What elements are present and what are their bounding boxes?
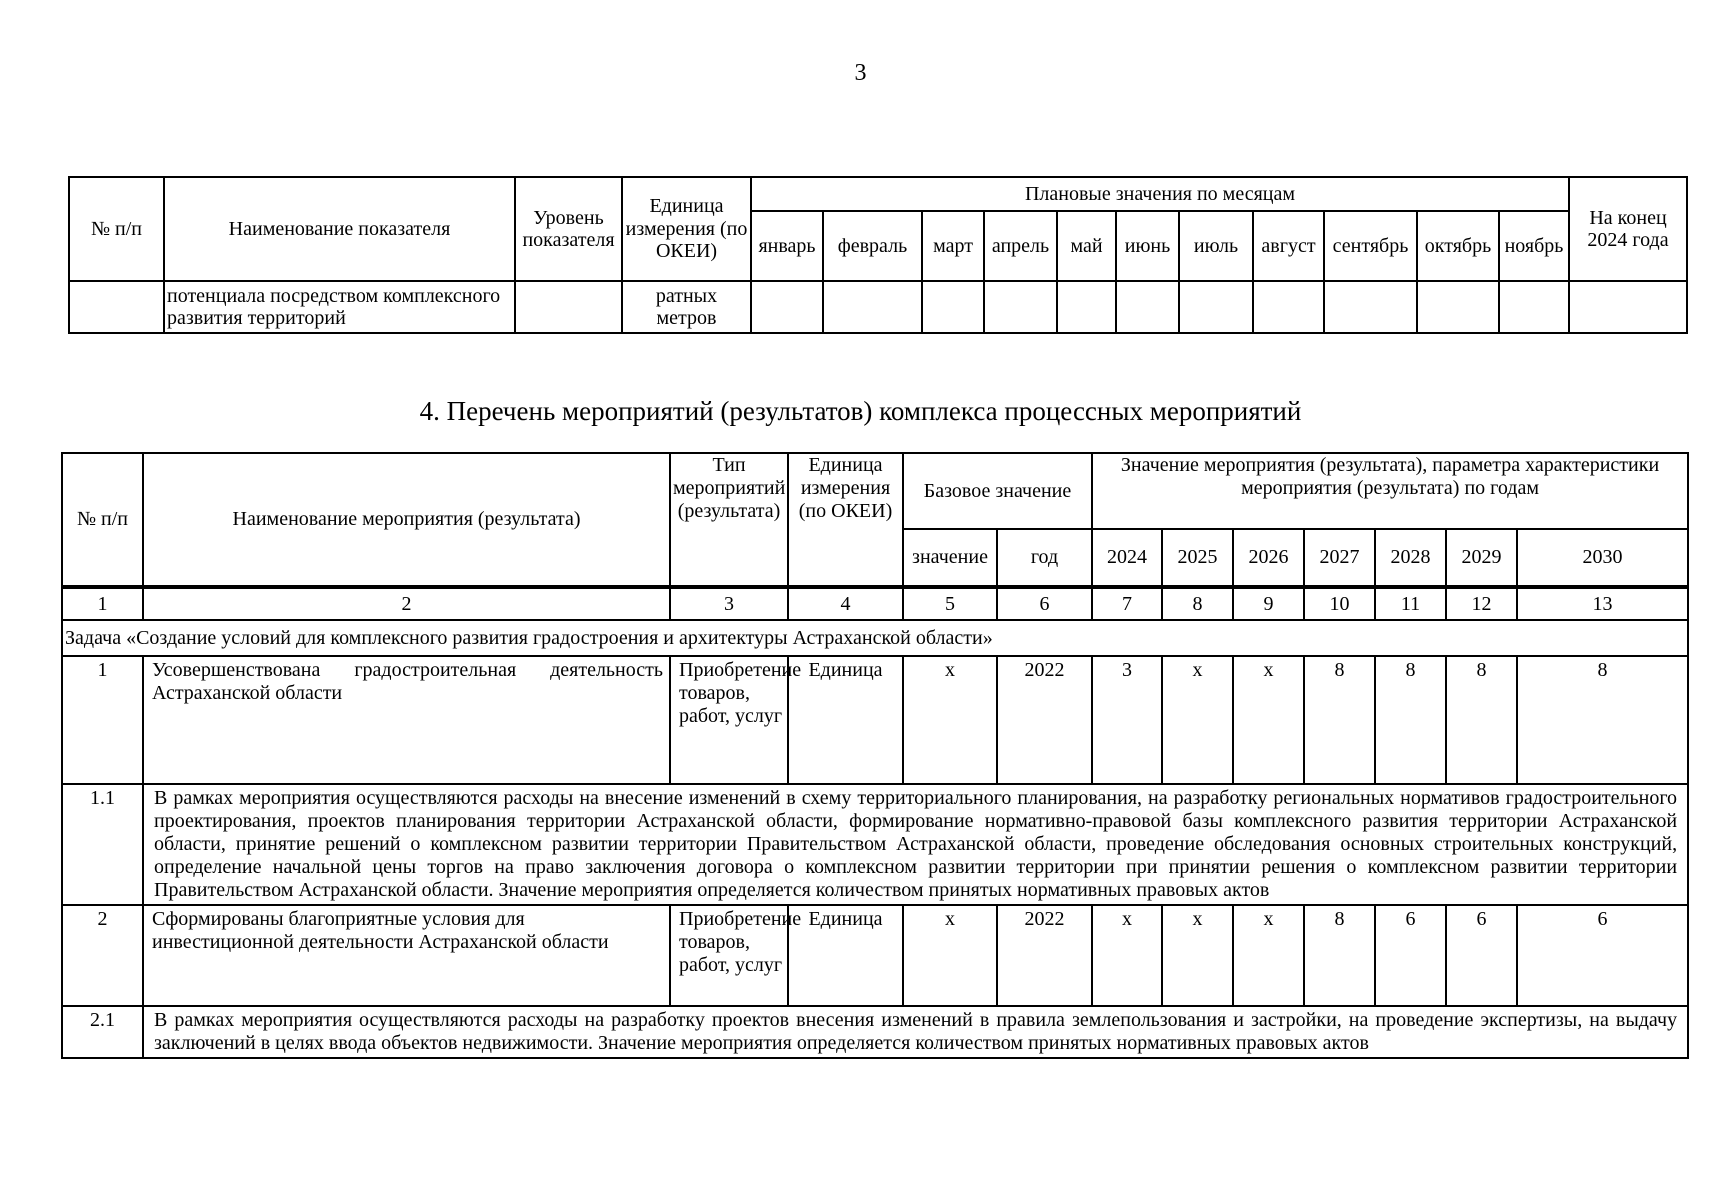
- month-header: март: [922, 211, 984, 281]
- year-value: х: [1162, 656, 1233, 784]
- month-header: август: [1253, 211, 1324, 281]
- year-value: х: [1162, 905, 1233, 1006]
- years-header: Значение мероприятия (результата), параметра характеристики мероприятия (результата) по годам: [1092, 453, 1688, 529]
- base-value: х: [903, 905, 997, 1006]
- month-header: февраль: [823, 211, 922, 281]
- base-year: 2022: [997, 656, 1092, 784]
- month-header: июль: [1179, 211, 1253, 281]
- activities-table: [61, 452, 1689, 1059]
- month-header: сентябрь: [1324, 211, 1417, 281]
- col-unit-header: Единица измерения (по ОКЕИ): [788, 453, 903, 587]
- column-number: 9: [1233, 587, 1304, 620]
- column-number: 8: [1162, 587, 1233, 620]
- table-cell: [1116, 281, 1179, 333]
- activity-description: В рамках мероприятия осуществляются расходы на разработку проектов внесения изменений в правила землепользования и застройки, на проведение экспертизы, на выдачу заключений в целях ввода объектов недвижимости. Значение мероприятия определяется количеством принятых нормативных правовых актов: [143, 1006, 1688, 1058]
- table-cell: [1499, 281, 1569, 333]
- base-value: х: [903, 656, 997, 784]
- indicator-name-cell: потенциала посредством комплексного развития территорий: [164, 281, 515, 333]
- table-cell: [1417, 281, 1499, 333]
- year-value: х: [1233, 905, 1304, 1006]
- year-header: 2029: [1446, 529, 1517, 587]
- table-cell: [69, 281, 164, 333]
- column-number: 4: [788, 587, 903, 620]
- year-value: 8: [1304, 905, 1375, 1006]
- column-number: 10: [1304, 587, 1375, 620]
- row-number: 2.1: [62, 1006, 143, 1058]
- indicator-unit-cell: ратных метров: [622, 281, 751, 333]
- activity-name: Сформированы благоприятные условия для инвестиционной деятельности Астраханской области: [143, 905, 670, 1006]
- year-header: 2030: [1517, 529, 1688, 587]
- row-number: 1: [62, 656, 143, 784]
- table-row: [69, 281, 1687, 333]
- year-value: 8: [1446, 656, 1517, 784]
- year-header: 2025: [1162, 529, 1233, 587]
- col-type-header: Тип мероприятий (результата): [670, 453, 788, 587]
- col-year-end-header: На конец 2024 года: [1569, 177, 1687, 281]
- table-row: [62, 905, 1688, 1006]
- col-level-header: Уровень показателя: [515, 177, 622, 281]
- activity-unit: Единица: [788, 905, 903, 1006]
- col-name-header: Наименование показателя: [164, 177, 515, 281]
- activity-unit: Единица: [788, 656, 903, 784]
- year-value: 8: [1517, 656, 1688, 784]
- task-title: Задача «Создание условий для комплексного развития градостроения и архитектуры Астраханской области»: [62, 620, 1688, 656]
- year-header: 2024: [1092, 529, 1162, 587]
- year-header: 2026: [1233, 529, 1304, 587]
- month-header: апрель: [984, 211, 1057, 281]
- table-cell: [823, 281, 922, 333]
- month-header: январь: [751, 211, 823, 281]
- row-number: 1.1: [62, 784, 143, 905]
- month-header: октябрь: [1417, 211, 1499, 281]
- col-num-header: № п/п: [62, 453, 143, 587]
- base-value-subheader: значение: [903, 529, 997, 587]
- table-cell: [1253, 281, 1324, 333]
- year-value: 8: [1304, 656, 1375, 784]
- base-year: 2022: [997, 905, 1092, 1006]
- year-value: 6: [1517, 905, 1688, 1006]
- activity-description: В рамках мероприятия осуществляются расходы на внесение изменений в схему территориального планирования, на разработку региональных нормативов градостроительного проектирования, проектов планирования территории Астраханской области, формирование нормативно-правовой базы комплексного развития территории Астраханской области, принятие решений о комплексном развитии территории Правительством Астраханской области, проведение обследования основных строительных конструкций, определение начальной цены торгов на право заключения договора о комплексном развитии территории при принятии решения о комплексном развитии территории Правительством Астраханской области. Значение мероприятия определяется количеством принятых нормативных правовых актов: [143, 784, 1688, 905]
- column-number: 6: [997, 587, 1092, 620]
- col-num-header: № п/п: [69, 177, 164, 281]
- year-value: 6: [1375, 905, 1446, 1006]
- row-number: 2: [62, 905, 143, 1006]
- table-cell: [984, 281, 1057, 333]
- activity-type: Приобретение товаров, работ, услуг: [670, 656, 788, 784]
- base-value-header: Базовое значение: [903, 453, 1092, 529]
- table-cell: [1179, 281, 1253, 333]
- year-header: 2027: [1304, 529, 1375, 587]
- page-number: 3: [854, 60, 867, 86]
- table-cell: [1324, 281, 1417, 333]
- table-cell: [515, 281, 622, 333]
- table-cell: [922, 281, 984, 333]
- month-header: май: [1057, 211, 1116, 281]
- col-name-header: Наименование мероприятия (результата): [143, 453, 670, 587]
- description-row: [62, 784, 1688, 905]
- indicators-table: [68, 176, 1688, 334]
- column-number: 11: [1375, 587, 1446, 620]
- base-year-subheader: год: [997, 529, 1092, 587]
- column-number: 7: [1092, 587, 1162, 620]
- section-title: 4. Перечень мероприятий (результатов) комплекса процессных мероприятий: [419, 396, 1302, 426]
- year-value: 6: [1446, 905, 1517, 1006]
- table-cell: [751, 281, 823, 333]
- column-number: 1: [62, 587, 143, 620]
- table-row: [62, 656, 1688, 784]
- column-number: 12: [1446, 587, 1517, 620]
- activity-name: Усовершенствована градостроительная деятельность Астраханской области: [143, 656, 670, 784]
- year-value: 3: [1092, 656, 1162, 784]
- column-numbers-row: [62, 587, 1688, 620]
- table-cell: [1569, 281, 1687, 333]
- year-header: 2028: [1375, 529, 1446, 587]
- year-value: х: [1092, 905, 1162, 1006]
- month-header: июнь: [1116, 211, 1179, 281]
- table-cell: [1057, 281, 1116, 333]
- year-value: 8: [1375, 656, 1446, 784]
- description-row: [62, 1006, 1688, 1058]
- column-number: 3: [670, 587, 788, 620]
- column-number: 13: [1517, 587, 1688, 620]
- col-unit-header: Единица измерения (по ОКЕИ): [622, 177, 751, 281]
- column-number: 2: [143, 587, 670, 620]
- monthly-plan-header: Плановые значения по месяцам: [751, 177, 1569, 211]
- task-row: [62, 620, 1688, 656]
- column-number: 5: [903, 587, 997, 620]
- activity-type: Приобретение товаров, работ, услуг: [670, 905, 788, 1006]
- year-value: х: [1233, 656, 1304, 784]
- month-header: ноябрь: [1499, 211, 1569, 281]
